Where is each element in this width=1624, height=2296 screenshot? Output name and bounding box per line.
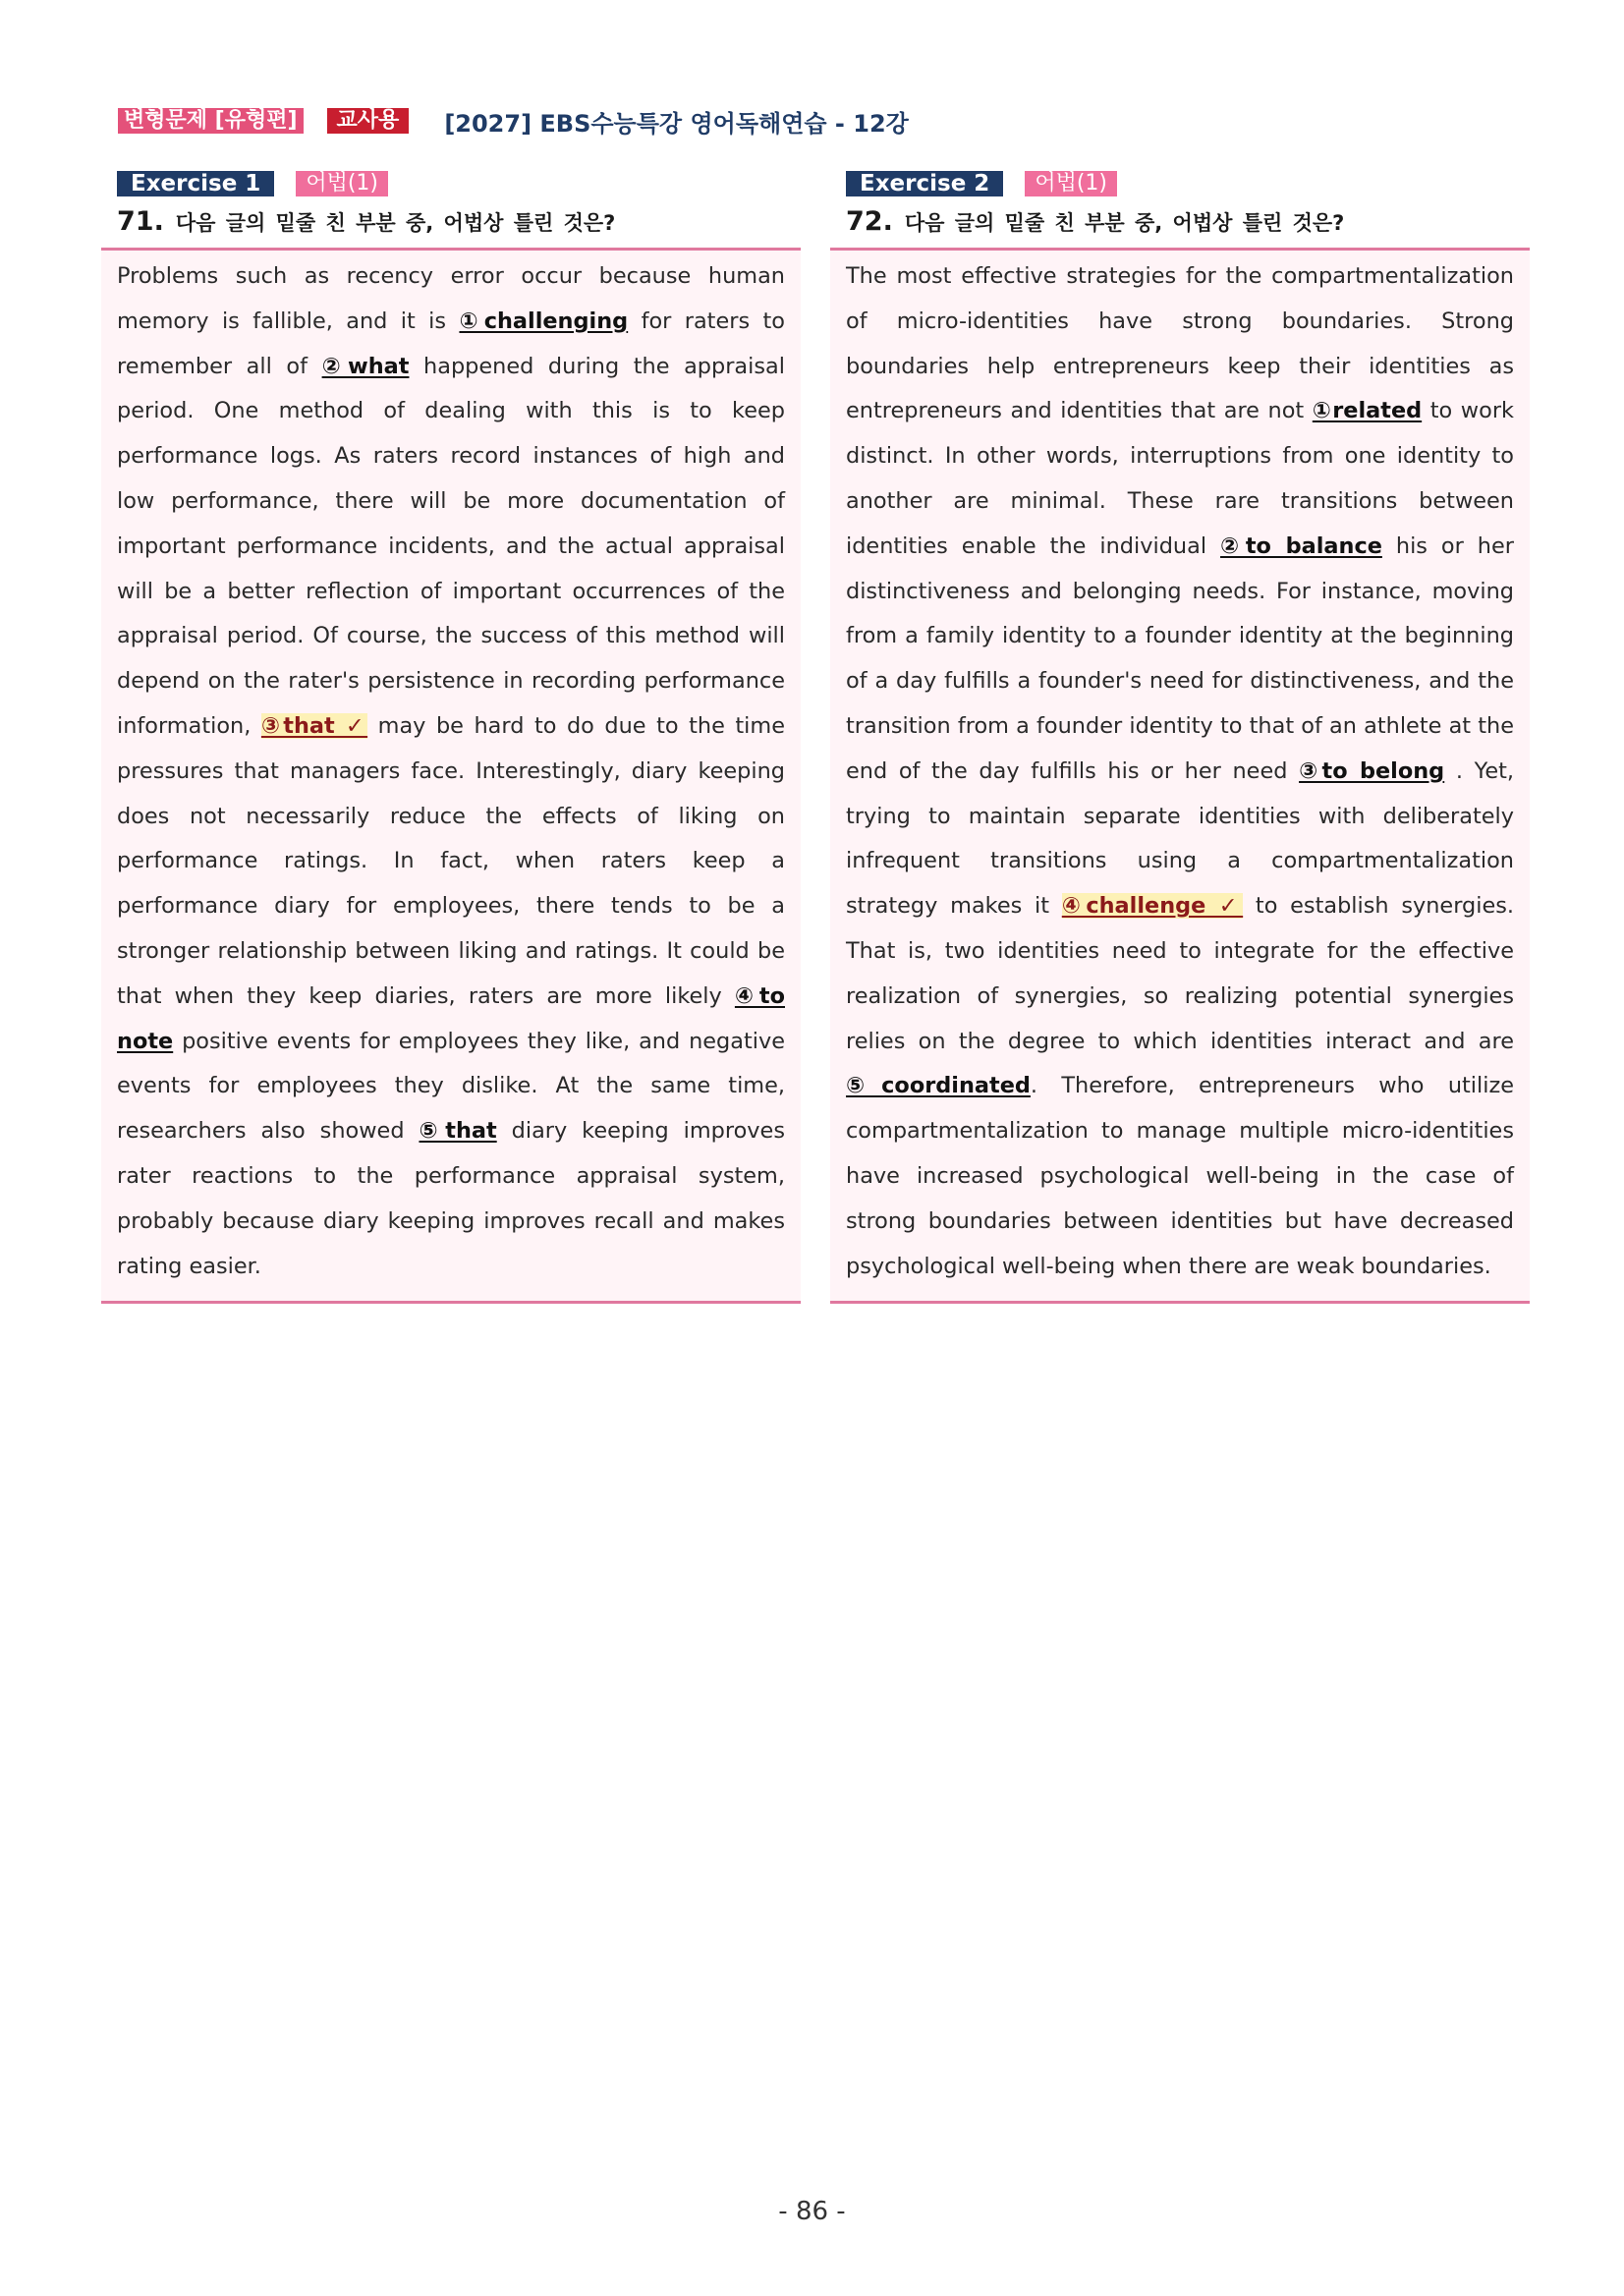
underlined-choice: ②what xyxy=(321,353,410,379)
page-header xyxy=(118,106,909,136)
question-text: 다음 글의 밑줄 친 부분 중, 어법상 틀린 것은? xyxy=(904,211,1345,235)
underlined-choice: ②to balance xyxy=(1220,532,1382,559)
passage-text: his or her distinctiveness and belonging needs. For instance, moving from a family identity to a founder identity at the beginning of a day fulfills a founder's need for distinctiveness, and the transition from a founder identity to that of an athlete at the end of the day fulfills his or her need xyxy=(846,532,1514,784)
passage-text: happened during the appraisal period. One method of dealing with this is to keep performance logs. As raters record instances of high and low performance, there will be more documentation of important performance incidents, and the actual appraisal will be a better reflection of important occurrences of the appraisal period. Of course, the success of this method will depend on the rater's persistence in recording performance information, xyxy=(117,353,785,739)
question-number: 71. xyxy=(117,206,164,237)
exercise-2 xyxy=(830,171,1530,1304)
exercise-2-label: Exercise 2 xyxy=(846,171,1003,196)
passage-text: for raters to remember all of xyxy=(117,308,785,379)
category-tag: 변형문제 [유형편] xyxy=(118,108,304,134)
underlined-choice: ④to note xyxy=(117,982,785,1054)
underlined-choice: ①challenging xyxy=(459,308,629,334)
teacher-tag: 교사용 xyxy=(327,108,410,134)
exercise-1-labels xyxy=(117,171,801,196)
passage-2 xyxy=(830,248,1530,1304)
passage-text: diary keeping improves rater reactions to the performance appraisal system, probably because diary keeping improves recall and makes rating easier. xyxy=(117,1118,786,1279)
exercise-1-label: Exercise 1 xyxy=(117,171,274,196)
passage-text: Problems such as recency error occur because human memory is fallible, and it is xyxy=(117,263,785,334)
question-72 xyxy=(846,206,1530,238)
passage-text: . Yet, trying to maintain separate identities with deliberately infrequent transitions using a compartmentalization strategy makes it xyxy=(846,757,1514,920)
underlined-choice: ③to belong xyxy=(1299,757,1445,784)
page-number: - 86 - xyxy=(778,2197,846,2226)
passage-text: . Therefore, entrepreneurs who utilize compartmentalization to manage multiple micro-identities have increased psychological well-being in the case of strong boundaries between identities but have decreased psychological well-being when there are weak boundaries. xyxy=(846,1073,1514,1279)
passage-text: to work distinct. In other words, interruptions from one identity to another are minimal. These rare transitions between identities enable the individual xyxy=(846,398,1514,559)
answer-choice: ③that ✓ xyxy=(260,712,368,739)
passage-text: to establish synergies. That is, two identities need to integrate for the effective realization of synergies, so realizing potential synergies relies on the degree to which identities interact and are xyxy=(846,893,1515,1054)
passage-text: The most effective strategies for the compartmentalization of micro-identities have strong boundaries. Strong boundaries help entrepreneurs keep their identities as entrepreneurs and identities that are not xyxy=(846,263,1514,424)
question-71 xyxy=(117,206,801,238)
passage-text: positive events for employees they like, and negative events for employees they dislike. At the same time, researchers also showed xyxy=(117,1028,785,1145)
exercise-2-labels xyxy=(846,171,1530,196)
passage-text: may be hard to do due to the time pressures that managers face. Interestingly, diary keeping does not necessarily reduce the effects of liking on performance ratings. In fact, when raters keep a performance diary for employees, there tends to be a stronger relationship between liking and ratings. It could be that when they keep diaries, raters are more likely xyxy=(117,712,785,1009)
underlined-choice: ⑤coordinated xyxy=(846,1073,1031,1099)
question-text: 다음 글의 밑줄 친 부분 중, 어법상 틀린 것은? xyxy=(175,211,616,235)
underlined-choice: ⑤that xyxy=(419,1118,497,1145)
exercise-1 xyxy=(101,171,801,1304)
question-number: 72. xyxy=(846,206,893,237)
answer-choice: ④challenge ✓ xyxy=(1061,893,1244,920)
exercise-2-type-badge: 어법(1) xyxy=(1025,171,1117,196)
passage-1 xyxy=(101,248,801,1304)
underlined-choice: ①related xyxy=(1312,398,1423,424)
page-title: [2027] EBS수능특강 영어독해연습 - 12강 xyxy=(444,109,909,138)
exercise-1-type-badge: 어법(1) xyxy=(296,171,388,196)
